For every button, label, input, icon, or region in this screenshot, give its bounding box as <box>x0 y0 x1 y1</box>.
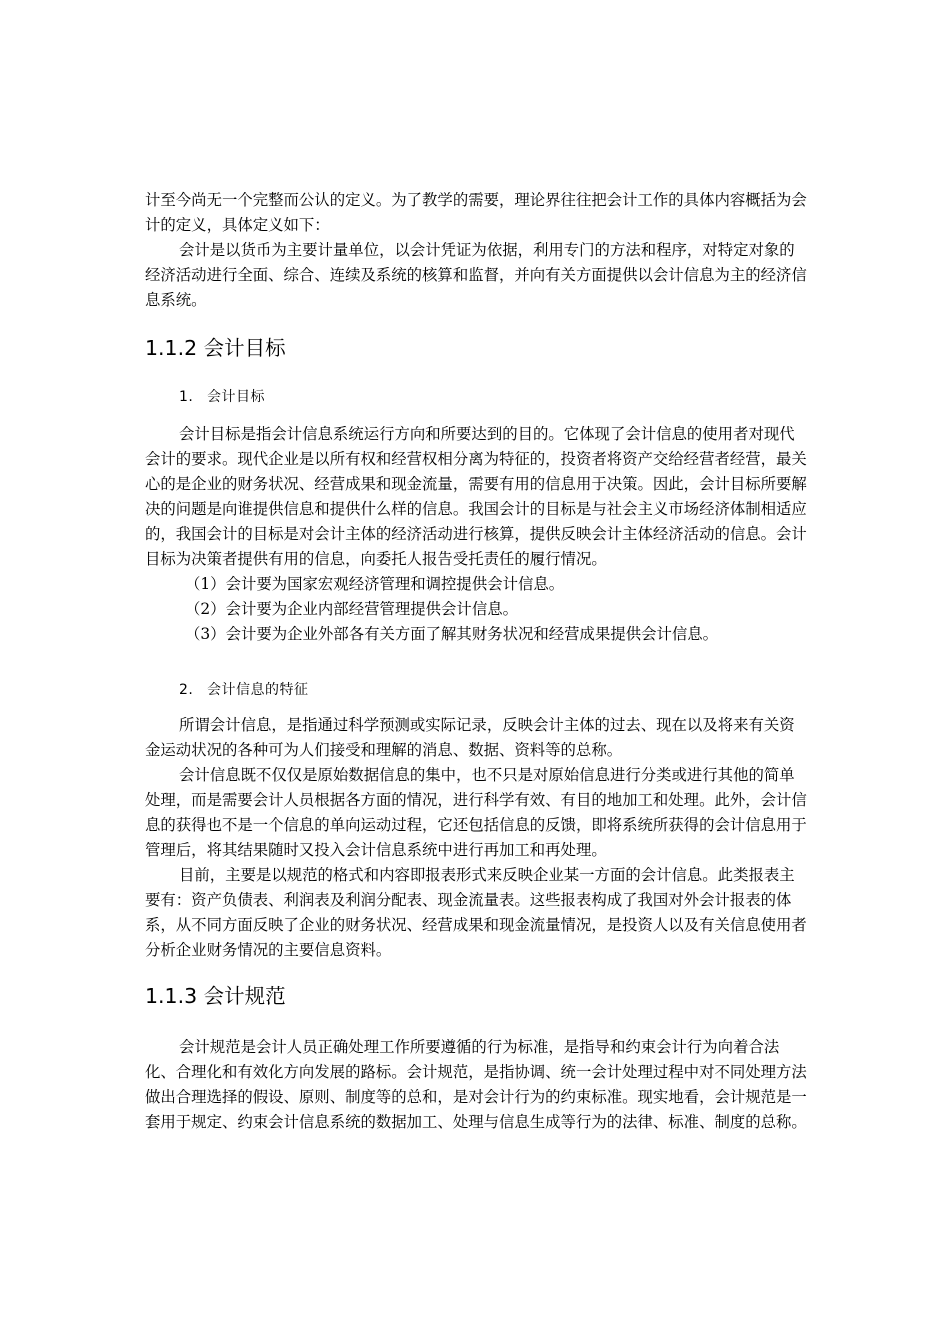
information-block <box>145 713 807 963</box>
section-heading-1-1-2: 1.1.2 会计目标 <box>145 336 286 360</box>
information-paragraph-3: 目前，主要是以规范的格式和内容即报表形式来反映企业某一方面的会计信息。此类报表主要有：资产负债表、利润表及利润分配表、现金流量表。这些报表构成了我国对外会计报表的体系，从不同方面反映了企业的财务状况、经营成果和现金流量情况，是投资人以及有关信息使用者分析企业财务情况的主要信息资料。 <box>145 866 807 959</box>
subheading-number: 1. <box>179 389 194 405</box>
subheading-title: 会计信息的特征 <box>207 682 309 698</box>
intro-paragraph-1: 计至今尚无一个完整而公认的定义。为了教学的需要，理论界往往把会计工作的具体内容概括为会计的定义，具体定义如下： <box>145 191 807 234</box>
list-item: （2）会计要为企业内部经营管理提供会计信息。 <box>185 600 518 618</box>
subheading-information-characteristics <box>145 679 841 701</box>
intro-block <box>145 188 807 313</box>
list-item: （1）会计要为国家宏观经济管理和调控提供会计信息。 <box>185 575 565 593</box>
information-paragraph-1: 所谓会计信息，是指通过科学预测或实际记录，反映会计主体的过去、现在以及将来有关资金运动状况的各种可为人们接受和理解的消息、数据、资料等的总称。 <box>145 716 795 759</box>
intro-paragraph-2: 会计是以货币为主要计量单位，以会计凭证为依据，利用专门的方法和程序，对特定对象的经济活动进行全面、综合、连续及系统的核算和监督，并向有关方面提供以会计信息为主的经济信息系统。 <box>145 241 807 309</box>
objective-paragraph: 会计目标是指会计信息系统运行方向和所要达到的目的。它体现了会计信息的使用者对现代会计的要求。现代企业是以所有权和经营权相分离为特征的，投资者将资产交给经营者经营，最关心的是企业的财务状况、经营成果和现金流量，需要有用的信息用于决策。因此，会计目标所要解决的问题是向谁提供信息和提供什么样的信息。我国会计的目标是与社会主义市场经济体制相适应的，我国会计的目标是对会计主体的经济活动进行核算，提供反映会计主体经济活动的信息。会计目标为决策者提供有用的信息，向委托人报告受托责任的履行情况。 <box>145 425 807 568</box>
subheading-accounting-objective <box>145 386 841 408</box>
list-item: （3）会计要为企业外部各有关方面了解其财务状况和经营成果提供会计信息。 <box>185 625 719 643</box>
subheading-number: 2. <box>179 682 194 698</box>
section-heading-1-1-3: 1.1.3 会计规范 <box>145 984 286 1008</box>
norms-block <box>145 1035 807 1135</box>
information-paragraph-2: 会计信息既不仅仅是原始数据信息的集中，也不只是对原始信息进行分类或进行其他的简单处理，而是需要会计人员根据各方面的情况，进行科学有效、有目的地加工和处理。此外，会计信息的获得也不是一个信息的单向运动过程，它还包括信息的反馈，即将系统所获得的会计信息用于管理后，将其结果随时又投入会计信息系统中进行再加工和再处理。 <box>145 766 807 859</box>
norms-paragraph: 会计规范是会计人员正确处理工作所要遵循的行为标准，是指导和约束会计行为向着合法化、合理化和有效化方向发展的路标。会计规范，是指协调、统一会计处理过程中对不同处理方法做出合理选择的假设、原则、制度等的总和，是对会计行为的约束标准。现实地看，会计规范是一套用于规定、约束会计信息系统的数据加工、处理与信息生成等行为的法律、标准、制度的总称。 <box>145 1038 807 1131</box>
objective-block <box>145 422 807 647</box>
subheading-title: 会计目标 <box>207 389 265 405</box>
